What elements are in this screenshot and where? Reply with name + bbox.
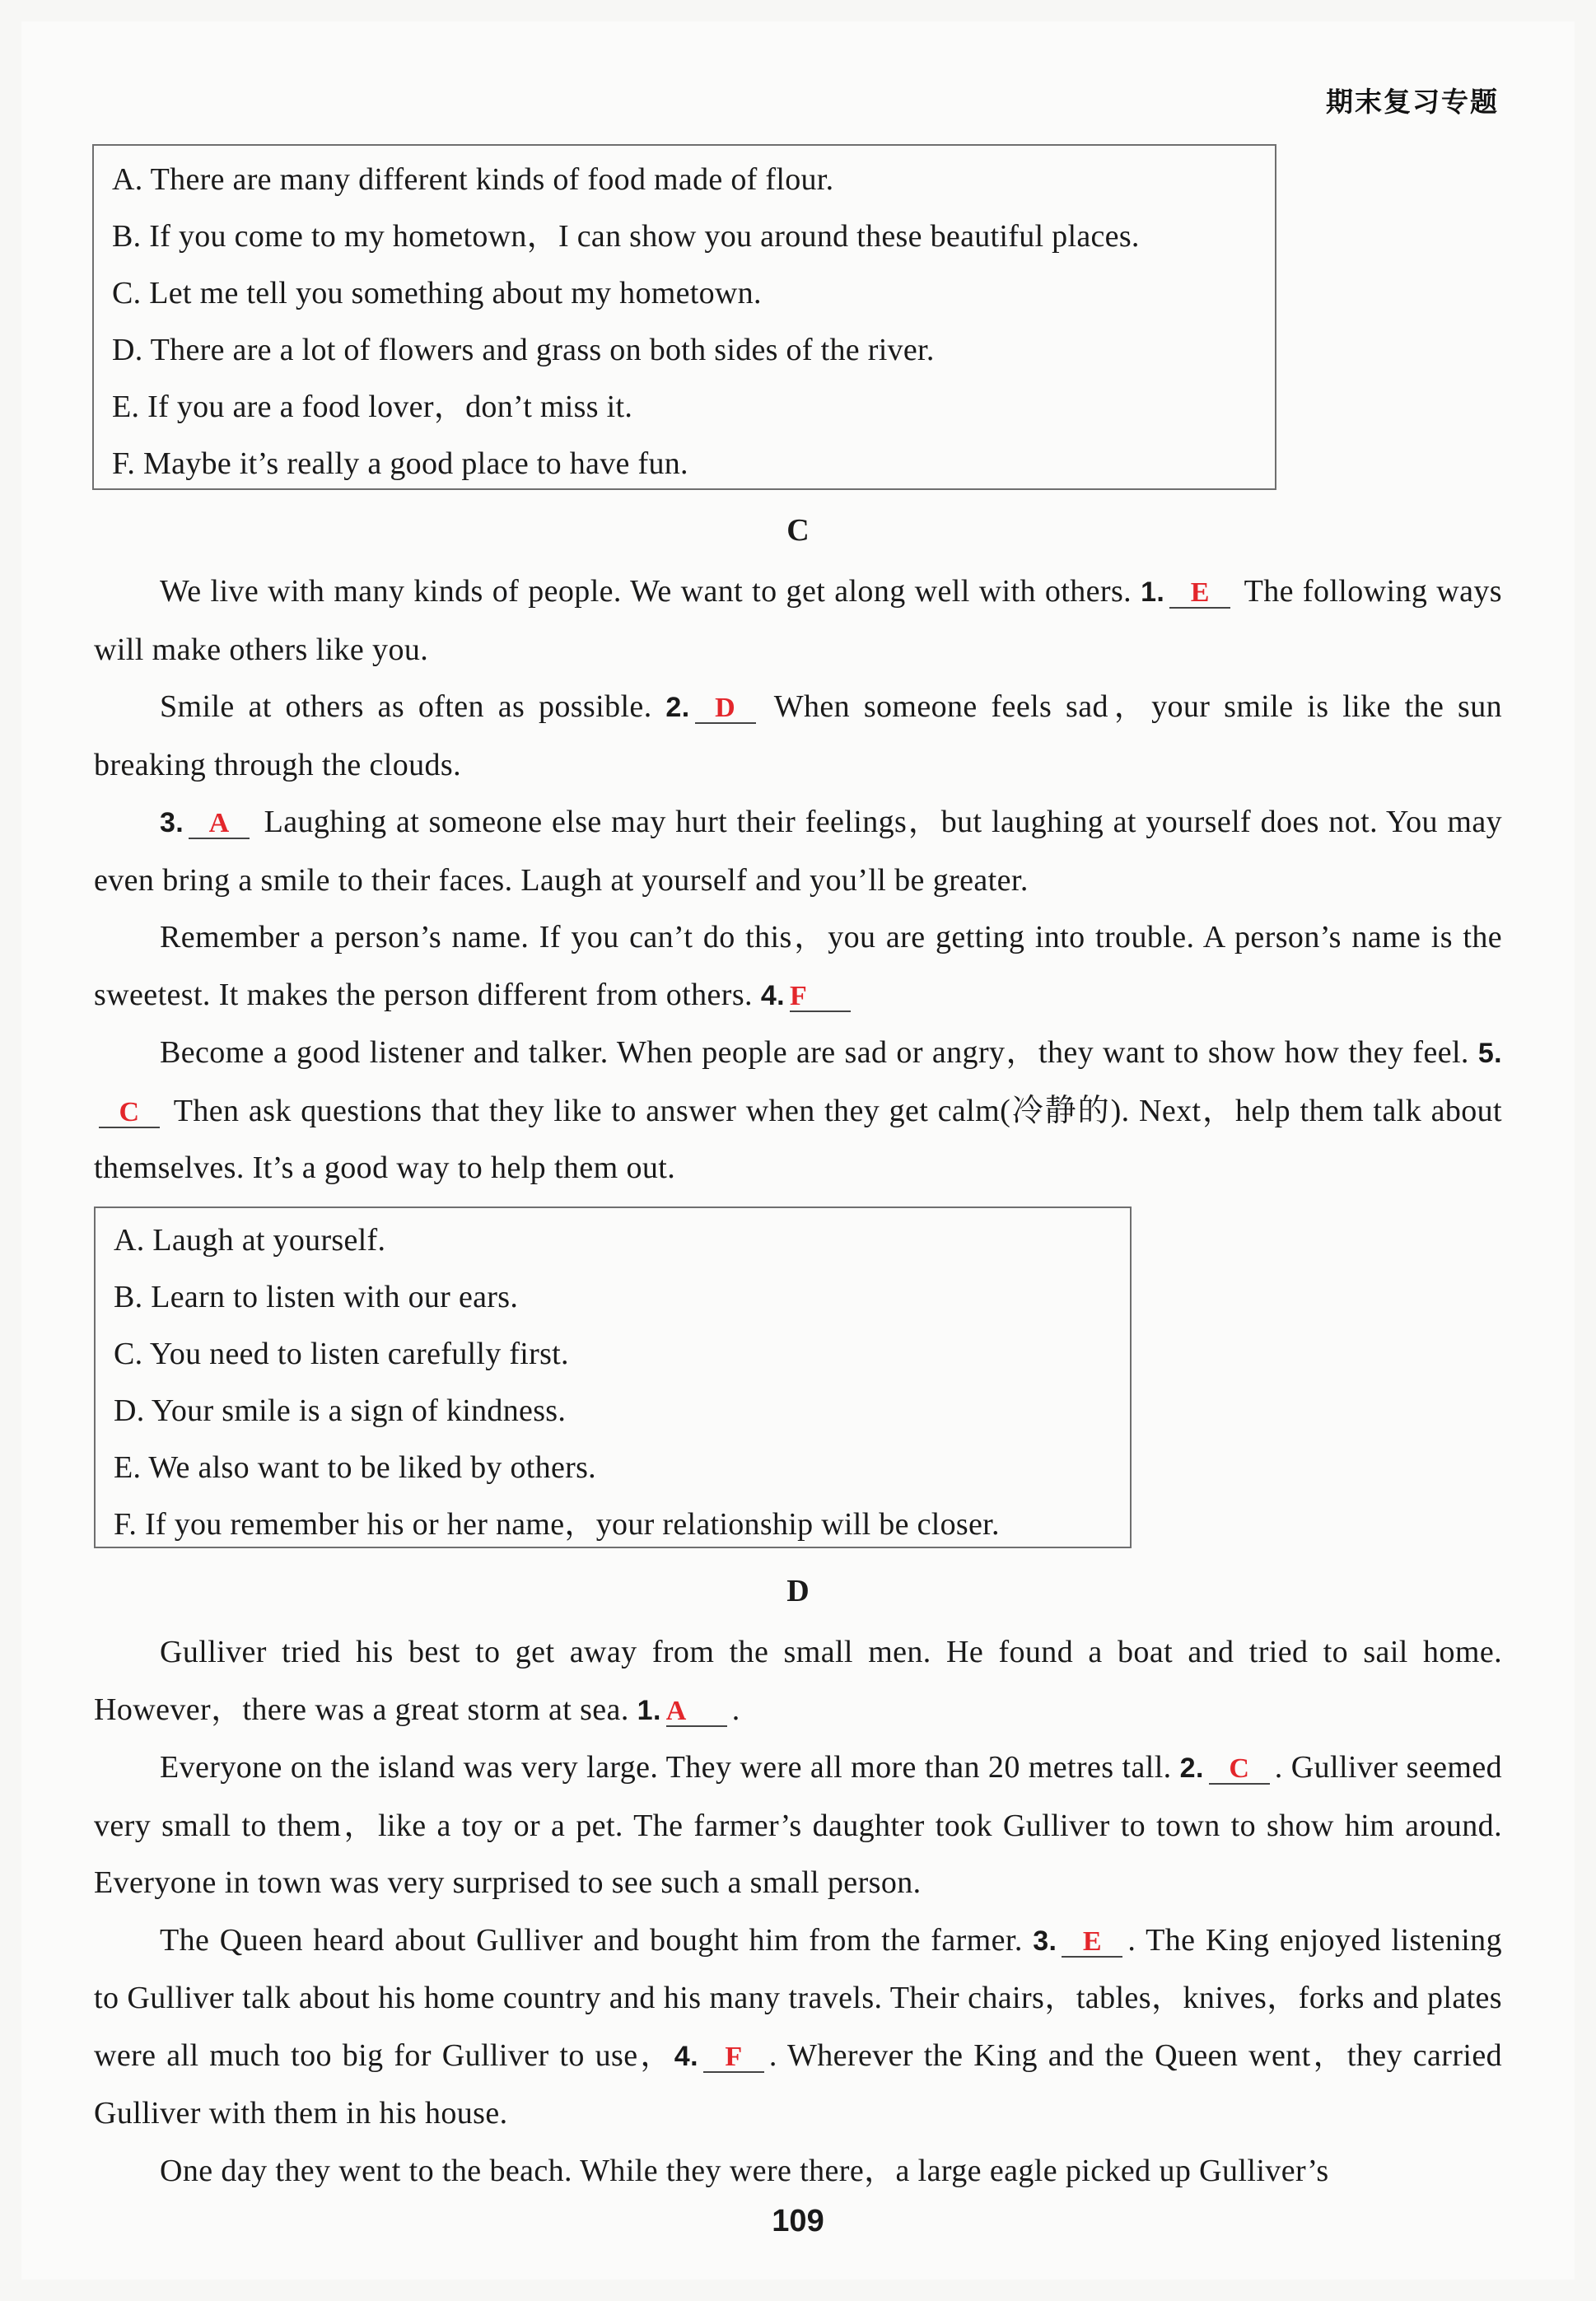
section-c-title: C [786, 513, 810, 548]
option-c: C. You need to listen carefully first. [114, 1337, 569, 1371]
text: Smile at others as often as possible. [160, 689, 652, 724]
option-f: F. Maybe it’s really a good place to have fun. [112, 446, 688, 481]
page-header: 期末复习专题 [1326, 86, 1499, 118]
option-d: D. Your smile is a sign of kindness. [114, 1393, 567, 1428]
text: One day they went to the beach. While they were there，a large eagle picked up Gulliver’s [160, 2153, 1329, 2188]
question-number: 2. [1179, 1753, 1204, 1784]
question-number: 4. [760, 979, 785, 1011]
text: The Queen heard about Gulliver and bought him from the farmer. [160, 1922, 1023, 1958]
page-number: 109 [772, 2204, 824, 2238]
text: Then ask questions that they like to answer when they get calm(冷静的). Next，help them talk about themselves. It’s a good way to help them out. [94, 1093, 1502, 1185]
text: The following ways will make others like you. [94, 574, 1502, 667]
paragraph [94, 909, 1502, 1024]
question-number: 1. [637, 1694, 661, 1726]
question-number: 1. [1141, 576, 1165, 608]
options-box-c [94, 1207, 1132, 1548]
option-e: E. If you are a food lover，don’t miss it. [112, 390, 633, 424]
text: When someone feels sad，your smile is like the sun breaking through the clouds. [94, 689, 1503, 782]
option-a: A. There are many different kinds of food made of flour. [112, 162, 834, 197]
paragraph [94, 1739, 1502, 1912]
answer: F [789, 980, 808, 1011]
question-number: 4. [674, 2040, 698, 2072]
text: Gulliver tried his best to get away from the small men. He found a boat and tried to sail home. However，there was a great storm at sea. [94, 1635, 1502, 1727]
option-d: D. There are a lot of flowers and grass on both sides of the river. [112, 333, 935, 367]
question-number: 2. [665, 692, 690, 723]
paragraph [94, 794, 1502, 909]
section-d-title: D [786, 1574, 810, 1608]
answer: C [1229, 1753, 1250, 1784]
answer: E [1190, 577, 1210, 608]
text: Everyone on the island was very large. They were all more than 20 metres tall. [160, 1750, 1172, 1785]
section-c-passage [94, 563, 1502, 1197]
text: . Gulliver seemed very small to them，like a toy or a pet. The farmer’s daughter took Gulliver to town to show him around. Everyone in town was very surprised to see such a small person. [94, 1750, 1502, 1900]
answer-blank [790, 981, 851, 1012]
text: Become a good listener and talker. When people are sad or angry，they want to show how they feel. [160, 1035, 1469, 1070]
text: Remember a person’s name. If you can’t do this，you are getting into trouble. A person’s name is the sweetest. It makes the person different from others. [94, 920, 1502, 1012]
text: . Wherever the King and the Queen went，they carried Gulliver with them in his house. [94, 2037, 1502, 2131]
option-a: A. Laugh at yourself. [114, 1223, 386, 1258]
option-c: C. Let me tell you something about my hometown. [112, 276, 762, 310]
answer-blank [189, 808, 250, 839]
paragraph [94, 679, 1502, 794]
option-f: F. If you remember his or her name，your relationship will be closer. [114, 1507, 1000, 1542]
text: Laughing at someone else may hurt their feelings，but laughing at yourself does not. You may even bring a smile to their faces. Laugh at yourself and you’ll be greater. [94, 805, 1502, 898]
question-number: 3. [1033, 1925, 1057, 1957]
answer: C [119, 1096, 140, 1127]
text: . [731, 1692, 740, 1727]
answer: F [725, 2041, 743, 2072]
options-box-b [92, 144, 1276, 490]
option-b: B. Learn to listen with our ears. [114, 1280, 519, 1314]
question-number: 3. [160, 807, 184, 838]
paragraph [94, 1024, 1502, 1197]
answer-blank [99, 1097, 160, 1128]
section-d-passage [94, 1624, 1502, 2200]
option-b: B. If you come to my hometown，I can show you around these beautiful places. [112, 219, 1140, 254]
answer: E [1082, 1925, 1102, 1957]
answer-blank [1209, 1753, 1270, 1785]
answer-blank [703, 2042, 764, 2073]
paragraph [94, 2143, 1502, 2201]
option-e: E. We also want to be liked by others. [114, 1450, 596, 1485]
answer-blank [1062, 1926, 1122, 1958]
question-number: 5. [1477, 1038, 1503, 1069]
answer: D [715, 693, 736, 723]
answer-blank [666, 1696, 727, 1727]
answer-blank [695, 693, 756, 724]
text: . The King enjoyed listening to Gulliver talk about his home country and his many travels. Their chairs，tables，knives，forks and plates were all much too big for Gulliver to use， [94, 1922, 1502, 2073]
answer: A [665, 1695, 687, 1726]
answer-blank [1169, 577, 1230, 609]
paragraph [94, 563, 1502, 679]
text: We live with many kinds of people. We want to get along well with others. [160, 574, 1132, 609]
paragraph [94, 1624, 1502, 1739]
paragraph [94, 1912, 1502, 2143]
answer: A [208, 808, 230, 838]
